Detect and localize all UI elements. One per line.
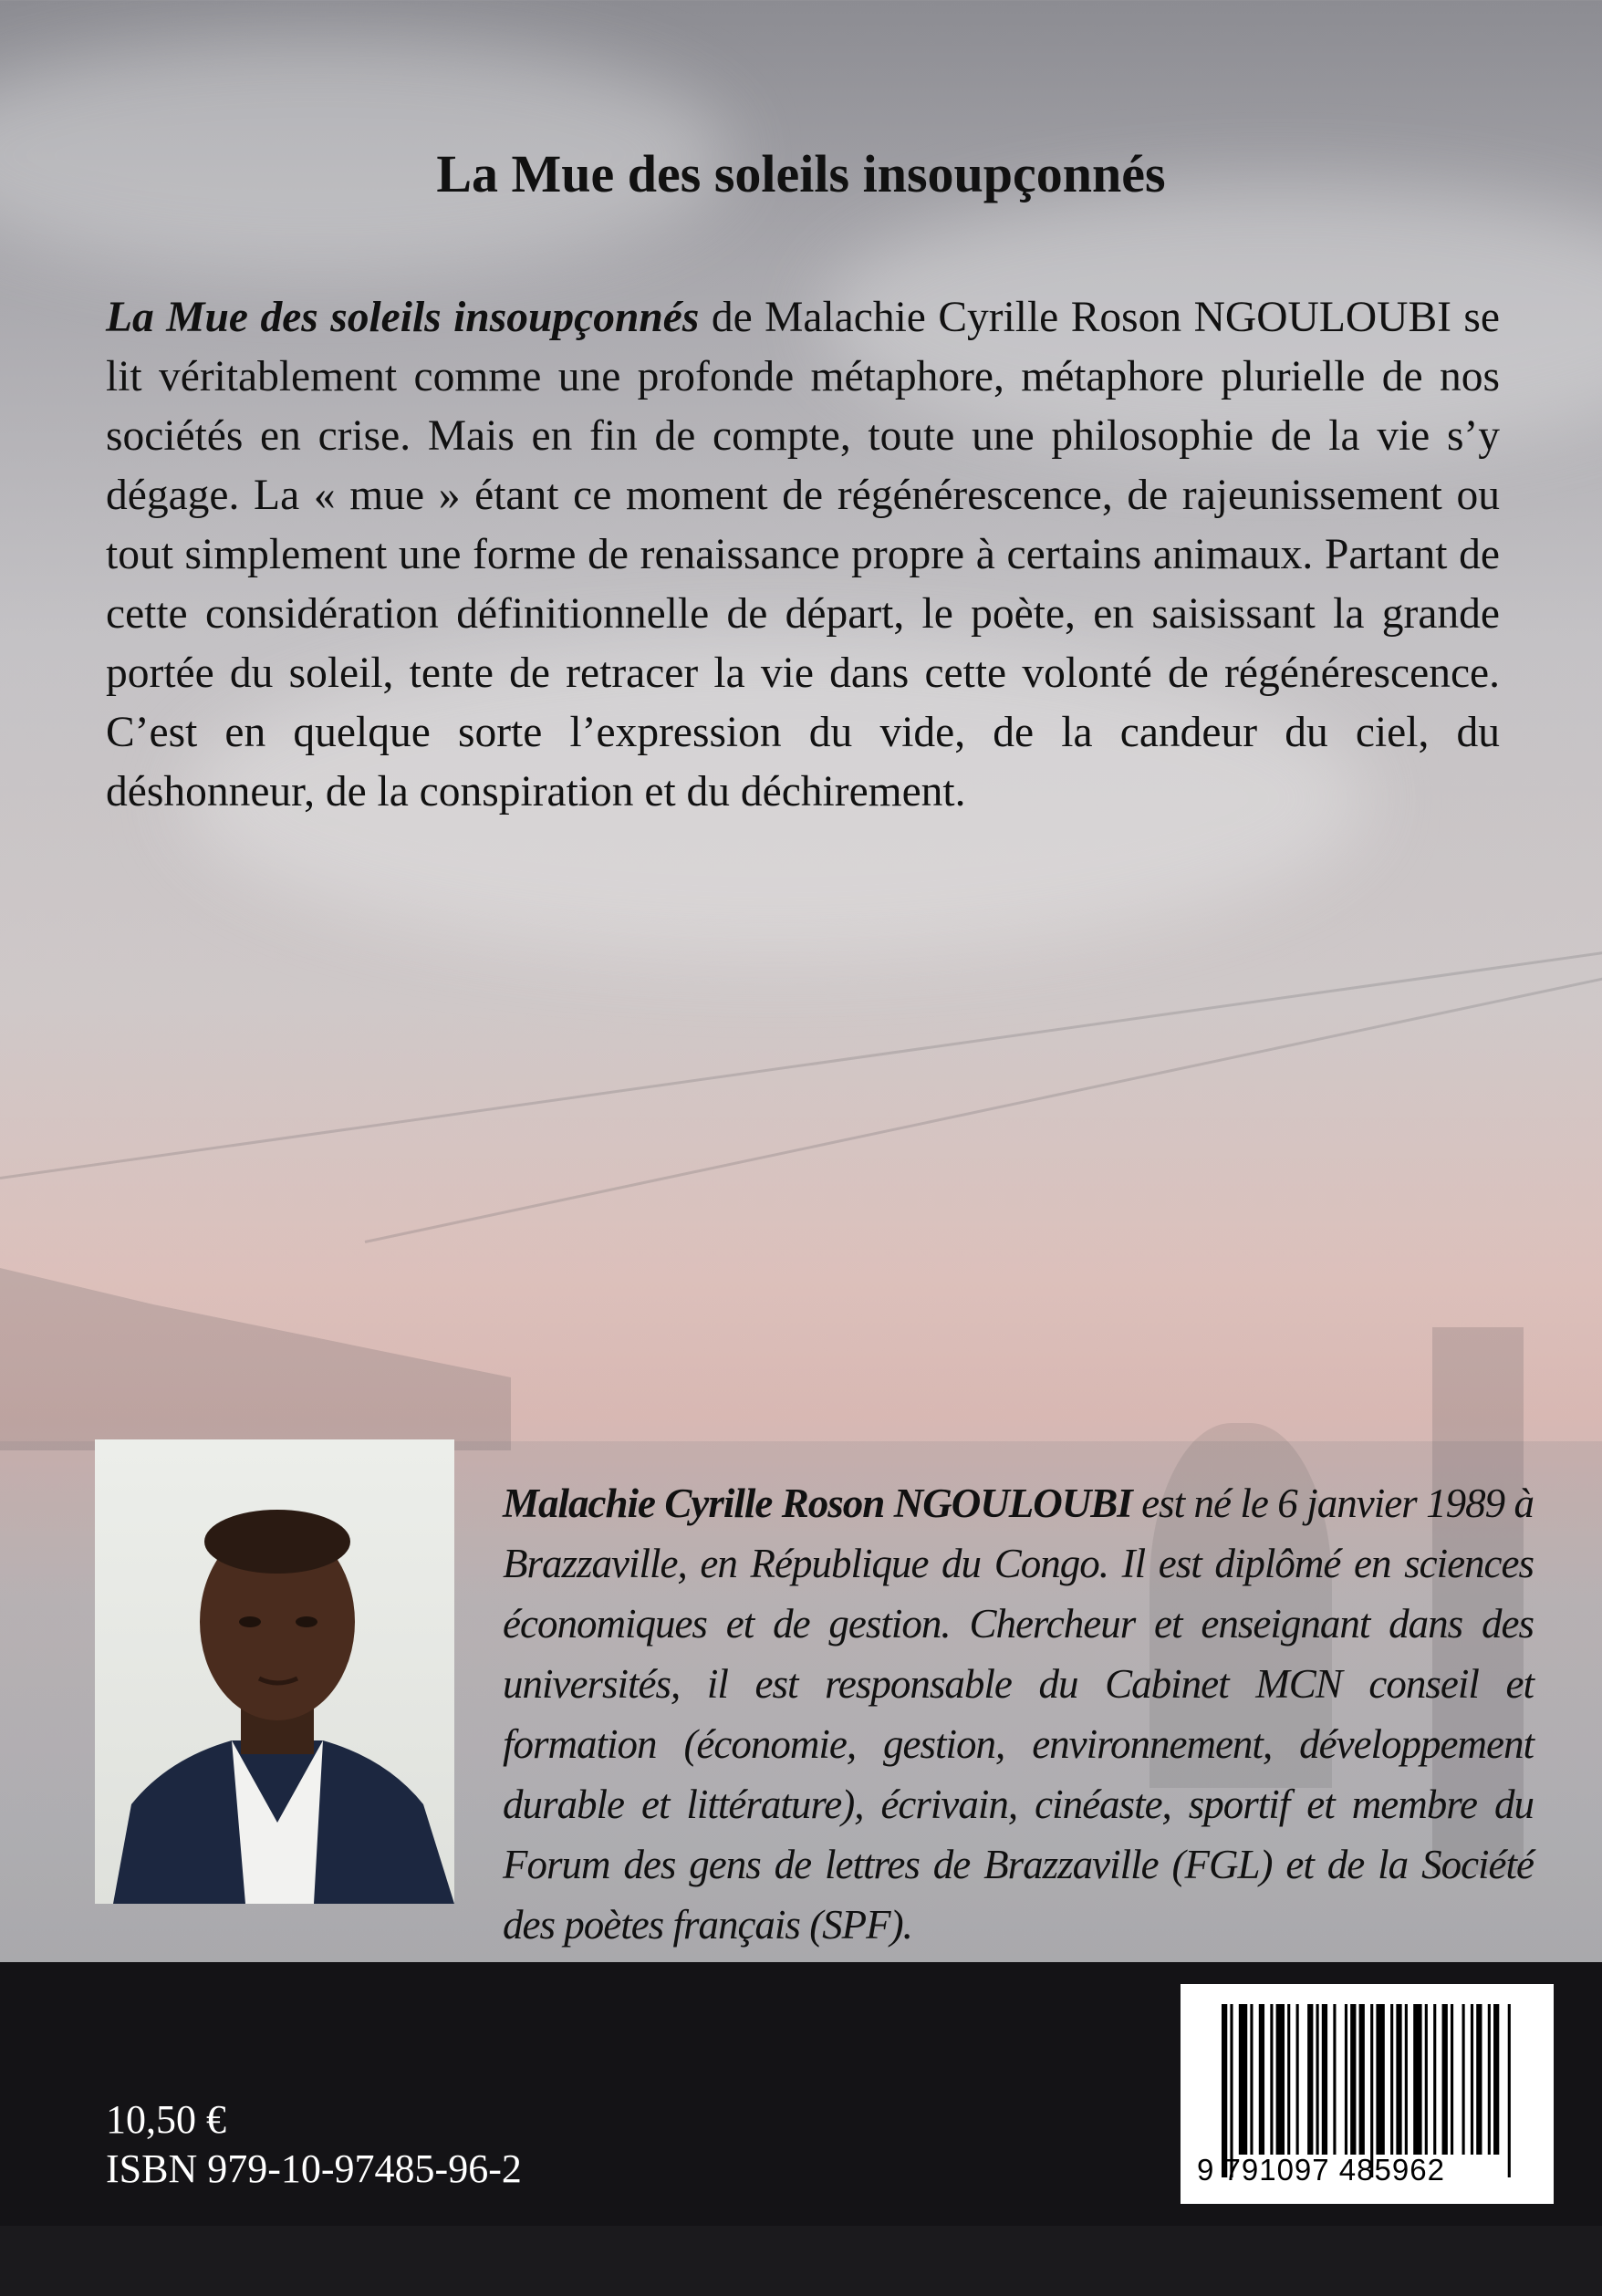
isbn: ISBN 979-10-97485-96-2 xyxy=(106,2146,522,2191)
isbn-barcode xyxy=(1181,1984,1554,2204)
barcode-bar xyxy=(1413,2004,1421,2155)
barcode-bar xyxy=(1276,2004,1285,2155)
barcode-bar xyxy=(1333,2004,1336,2155)
barcode-bar xyxy=(1250,2004,1253,2155)
book-title: La Mue des soleils insoupçonnés xyxy=(436,143,1166,203)
barcode-bar xyxy=(1471,2004,1473,2155)
barcode-digits: 9 791097 485962 xyxy=(1197,2153,1445,2187)
blurb-text: de Malachie Cyrille Roson NGOULOUBI se lit véritablement comme une profonde métaphore, métaphore plurielle de nos sociétés en crise. Mais en fin de compte, toute une philosophie de la vie s’y dégage. La « mue » étant ce moment de régénérescence, de rajeunissement ou tout simplement une forme de renaissance propre à certains animaux. Partant de cette considération définitionnelle de départ, le poète, en saisissant la grande portée du soleil, tente de retracer la vie dans cette volonté de régénérescence. C’est en quelque sorte l’expression du vide, de la candeur du ciel, du déshonneur, de la conspiration et du déchirement. xyxy=(106,293,1500,816)
barcode-bar xyxy=(1307,2004,1313,2155)
blurb-title: La Mue des soleils insoupçonnés xyxy=(106,293,700,341)
book-blurb xyxy=(106,288,1500,822)
bottom-band-edge xyxy=(0,2226,1602,2296)
barcode-bar xyxy=(1345,2004,1347,2155)
barcode-bar xyxy=(1222,2004,1227,2177)
barcode-bar xyxy=(1396,2004,1401,2155)
bio-text: est né le 6 janvier 1989 à Brazzaville, en République du Congo. Il est diplômé en sciences économiques et de gestion. Chercheur et enseignant dans des universités, il est responsable du Cabinet MCN conseil et formation (économie, gestion, environnement, développement durable et littérature), écrivain, cinéaste, sportif et membre du Forum des gens de lettres de Brazzaville (FGL) et de la Société des poètes français (SPF). xyxy=(503,1480,1534,1948)
barcode-bar xyxy=(1359,2004,1365,2155)
barcode-bar xyxy=(1488,2004,1491,2155)
barcode-bar xyxy=(1451,2004,1453,2155)
barcode-bar xyxy=(1390,2004,1393,2155)
barcode-bar xyxy=(1493,2004,1499,2155)
barcode-bar xyxy=(1433,2004,1436,2155)
barcode-bar xyxy=(1230,2004,1233,2177)
author-photo xyxy=(95,1439,454,1904)
barcode-bar xyxy=(1316,2004,1319,2155)
author-name: Malachie Cyrille Roson NGOULOUBI xyxy=(503,1480,1132,1526)
barcode-bar xyxy=(1287,2004,1290,2155)
barcode-bar xyxy=(1296,2004,1299,2155)
price: 10,50 € xyxy=(106,2097,226,2142)
barcode-bars xyxy=(1222,2004,1514,2177)
barcode-bar xyxy=(1350,2004,1356,2155)
author-bio xyxy=(503,1473,1534,1955)
barcode-bar xyxy=(1259,2004,1264,2155)
barcode-bar xyxy=(1462,2004,1465,2155)
barcode-bar xyxy=(1270,2004,1273,2155)
barcode-bar xyxy=(1376,2004,1384,2155)
barcode-bar xyxy=(1405,2004,1408,2155)
barcode-bar xyxy=(1370,2004,1373,2177)
barcode-bar xyxy=(1239,2004,1247,2155)
barcode-bar xyxy=(1322,2004,1327,2155)
barcode-bar xyxy=(1508,2004,1511,2177)
barcode-bar xyxy=(1442,2004,1448,2155)
barcode-bar xyxy=(1476,2004,1482,2155)
barcode-bar xyxy=(1425,2004,1428,2155)
